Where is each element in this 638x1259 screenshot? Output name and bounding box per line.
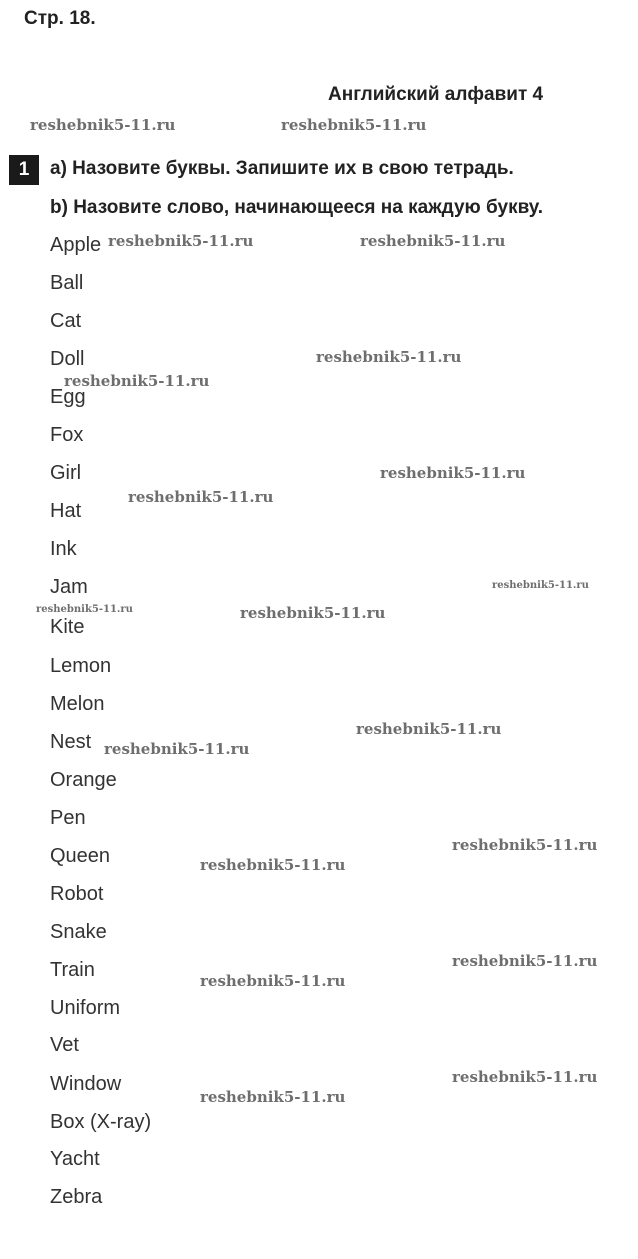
word-item: Train: [50, 959, 95, 981]
word-item: Snake: [50, 921, 107, 943]
word-item: Lemon: [50, 655, 112, 677]
watermark: reshebnik5-11.ru: [492, 580, 589, 591]
word-item: Uniform: [50, 997, 121, 1019]
word-item: Ball: [50, 272, 84, 294]
watermark: reshebnik5-11.ru: [360, 232, 506, 250]
section-title: Английский алфавит 4: [328, 84, 544, 105]
watermark: reshebnik5-11.ru: [380, 464, 526, 482]
watermark: reshebnik5-11.ru: [200, 1088, 346, 1106]
task-instruction-a: a) Назовите буквы. Запишите их в свою тетрадь.: [50, 158, 514, 179]
word-item: Hat: [50, 500, 82, 522]
watermark: reshebnik5-11.ru: [30, 116, 176, 134]
word-item: Cat: [50, 310, 82, 332]
word-item: Doll: [50, 348, 85, 370]
task-instruction-b: b) Назовите слово, начинающееся на каждую букву.: [50, 197, 543, 218]
watermark: reshebnik5-11.ru: [281, 116, 427, 134]
word-item: Girl: [50, 462, 82, 484]
word-item: Egg: [50, 386, 86, 408]
word-item: Pen: [50, 807, 86, 829]
word-item: Box (X-ray): [50, 1111, 152, 1133]
watermark: reshebnik5-11.ru: [64, 372, 210, 390]
word-item: Melon: [50, 693, 105, 715]
word-item: Queen: [50, 845, 111, 867]
watermark: reshebnik5-11.ru: [356, 720, 502, 738]
watermark: reshebnik5-11.ru: [200, 972, 346, 990]
word-item: Apple: [50, 234, 102, 256]
watermark: reshebnik5-11.ru: [200, 856, 346, 874]
watermark: reshebnik5-11.ru: [452, 952, 598, 970]
watermark: reshebnik5-11.ru: [104, 740, 250, 758]
watermark: reshebnik5-11.ru: [108, 232, 254, 250]
word-item: Jam: [50, 576, 88, 598]
page-label: Стр. 18.: [24, 8, 96, 29]
watermark: reshebnik5-11.ru: [240, 604, 386, 622]
word-item: Orange: [50, 769, 117, 791]
word-item: Robot: [50, 883, 104, 905]
word-item: Vet: [50, 1034, 79, 1056]
watermark: reshebnik5-11.ru: [36, 604, 133, 615]
word-item: Fox: [50, 424, 84, 446]
word-item: Ink: [50, 538, 77, 560]
word-item: Kite: [50, 616, 85, 638]
word-item: Yacht: [50, 1148, 100, 1170]
watermark: reshebnik5-11.ru: [452, 1068, 598, 1086]
watermark: reshebnik5-11.ru: [316, 348, 462, 366]
task-number-badge: 1: [9, 155, 39, 185]
watermark: reshebnik5-11.ru: [452, 836, 598, 854]
word-item: Nest: [50, 731, 92, 753]
watermark: reshebnik5-11.ru: [128, 488, 274, 506]
word-item: Zebra: [50, 1186, 103, 1208]
word-item: Window: [50, 1073, 122, 1095]
